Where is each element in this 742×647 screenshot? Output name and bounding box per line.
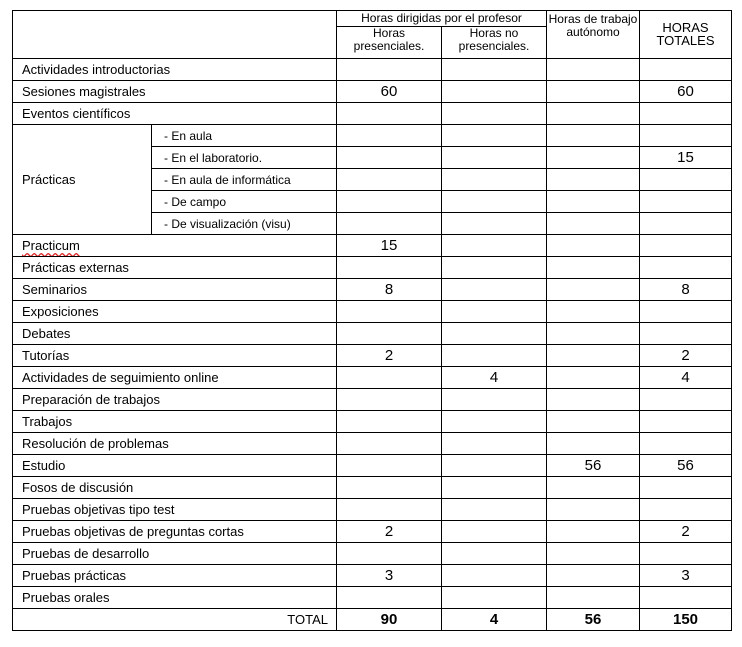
hours-nopres-cell — [442, 587, 547, 609]
hours-pres-cell — [337, 169, 442, 191]
header-presenciales: Horas presenciales. — [337, 27, 442, 59]
table-row — [13, 81, 732, 103]
header-totales: HORAS TOTALES — [640, 11, 732, 59]
hours-total-cell: 56 — [640, 455, 732, 477]
table-row — [13, 411, 732, 433]
table-row — [13, 389, 732, 411]
hours-auto-cell — [547, 323, 640, 345]
hours-pres-cell — [337, 477, 442, 499]
hours-auto-cell — [547, 301, 640, 323]
hours-pres-cell — [337, 499, 442, 521]
activity-label: Eventos científicos — [13, 103, 337, 125]
hours-auto-cell — [547, 103, 640, 125]
hours-nopres-cell — [442, 59, 547, 81]
hours-total-cell — [640, 257, 732, 279]
total-pres-cell: 90 — [337, 609, 442, 631]
practica-subtype-label: - En aula — [152, 125, 337, 147]
total-row — [13, 609, 732, 631]
activity-label: Sesiones magistrales — [13, 81, 337, 103]
table-row — [13, 499, 732, 521]
hours-auto-cell — [547, 587, 640, 609]
total-nopres-cell: 4 — [442, 609, 547, 631]
hours-auto-cell — [547, 279, 640, 301]
hours-total-cell: 8 — [640, 279, 732, 301]
hours-total-cell — [640, 499, 732, 521]
hours-nopres-cell — [442, 433, 547, 455]
hours-auto-cell — [547, 565, 640, 587]
hours-nopres-cell — [442, 125, 547, 147]
table-row — [13, 59, 732, 81]
total-total-cell: 150 — [640, 609, 732, 631]
activity-label: Pruebas objetivas tipo test — [13, 499, 337, 521]
hours-total-cell — [640, 213, 732, 235]
hours-nopres-cell — [442, 455, 547, 477]
hours-total-cell — [640, 235, 732, 257]
hours-auto-cell — [547, 81, 640, 103]
activity-label: Pruebas prácticas — [13, 565, 337, 587]
hours-pres-cell — [337, 323, 442, 345]
hours-total-cell — [640, 323, 732, 345]
activity-label: Exposiciones — [13, 301, 337, 323]
hours-auto-cell — [547, 389, 640, 411]
hours-auto-cell — [547, 411, 640, 433]
hours-total-cell: 3 — [640, 565, 732, 587]
hours-pres-cell — [337, 411, 442, 433]
hours-auto-cell — [547, 345, 640, 367]
hours-nopres-cell — [442, 257, 547, 279]
table-row — [13, 279, 732, 301]
hours-nopres-cell — [442, 103, 547, 125]
hours-pres-cell: 15 — [337, 235, 442, 257]
hours-total-cell — [640, 477, 732, 499]
activity-label: Estudio — [13, 455, 337, 477]
header-group: Horas dirigidas por el profesor — [337, 11, 547, 27]
hours-pres-cell: 8 — [337, 279, 442, 301]
activity-label: Preparación de trabajos — [13, 389, 337, 411]
hours-total-cell — [640, 59, 732, 81]
hours-total-cell: 15 — [640, 147, 732, 169]
hours-auto-cell — [547, 521, 640, 543]
table-row — [13, 235, 732, 257]
activity-label: Pruebas objetivas de preguntas cortas — [13, 521, 337, 543]
table-row — [13, 103, 732, 125]
practica-subtype-label: - En aula de informática — [152, 169, 337, 191]
header-autonomo: Horas de trabajo autónomo — [547, 11, 640, 59]
hours-pres-cell — [337, 125, 442, 147]
hours-nopres-cell — [442, 565, 547, 587]
hours-pres-cell: 2 — [337, 521, 442, 543]
hours-auto-cell — [547, 499, 640, 521]
table-row — [13, 433, 732, 455]
table-row — [13, 521, 732, 543]
hours-total-cell — [640, 433, 732, 455]
hours-pres-cell — [337, 455, 442, 477]
hours-auto-cell — [547, 213, 640, 235]
hours-auto-cell: 56 — [547, 455, 640, 477]
header-blank-cell — [13, 11, 337, 59]
hours-nopres-cell — [442, 301, 547, 323]
hours-pres-cell — [337, 257, 442, 279]
practica-subtype-label: - En el laboratorio. — [152, 147, 337, 169]
hours-total-cell — [640, 125, 732, 147]
hours-pres-cell — [337, 367, 442, 389]
hours-total-cell — [640, 169, 732, 191]
hours-pres-cell: 60 — [337, 81, 442, 103]
hours-nopres-cell — [442, 191, 547, 213]
hours-pres-cell — [337, 147, 442, 169]
hours-nopres-cell — [442, 169, 547, 191]
hours-nopres-cell — [442, 81, 547, 103]
table-row — [13, 301, 732, 323]
hours-pres-cell: 2 — [337, 345, 442, 367]
activity-label: Pruebas orales — [13, 587, 337, 609]
hours-pres-cell: 3 — [337, 565, 442, 587]
practicas-label: Prácticas — [13, 125, 152, 235]
hours-auto-cell — [547, 543, 640, 565]
activity-label: Resolución de problemas — [13, 433, 337, 455]
activity-label: Pruebas de desarrollo — [13, 543, 337, 565]
hours-nopres-cell — [442, 323, 547, 345]
hours-nopres-cell — [442, 477, 547, 499]
activity-label: Prácticas externas — [13, 257, 337, 279]
activity-label: Debates — [13, 323, 337, 345]
hours-total-cell — [640, 103, 732, 125]
activity-label: Seminarios — [13, 279, 337, 301]
hours-auto-cell — [547, 477, 640, 499]
hours-auto-cell — [547, 169, 640, 191]
hours-nopres-cell — [442, 521, 547, 543]
activity-label — [13, 235, 337, 257]
table-row — [13, 345, 732, 367]
hours-pres-cell — [337, 389, 442, 411]
hours-total-cell — [640, 389, 732, 411]
table-row — [13, 323, 732, 345]
hours-auto-cell — [547, 257, 640, 279]
hours-pres-cell — [337, 587, 442, 609]
hours-nopres-cell — [442, 389, 547, 411]
table-row — [13, 477, 732, 499]
hours-pres-cell — [337, 191, 442, 213]
hours-nopres-cell — [442, 345, 547, 367]
hours-auto-cell — [547, 367, 640, 389]
hours-nopres-cell — [442, 411, 547, 433]
total-label: TOTAL — [13, 609, 337, 631]
hours-nopres-cell — [442, 279, 547, 301]
hours-total-cell: 2 — [640, 345, 732, 367]
table-row — [13, 587, 732, 609]
header-no-presenciales: Horas no presenciales. — [442, 27, 547, 59]
hours-nopres-cell: 4 — [442, 367, 547, 389]
hours-auto-cell — [547, 191, 640, 213]
hours-total-cell: 2 — [640, 521, 732, 543]
hours-pres-cell — [337, 59, 442, 81]
table-row — [13, 257, 732, 279]
activity-label: Actividades de seguimiento online — [13, 367, 337, 389]
hours-total-cell — [640, 191, 732, 213]
hours-nopres-cell — [442, 213, 547, 235]
hours-auto-cell — [547, 235, 640, 257]
hours-total-cell: 60 — [640, 81, 732, 103]
hours-total-cell: 4 — [640, 367, 732, 389]
activity-label: Tutorías — [13, 345, 337, 367]
header-row-1 — [13, 11, 732, 27]
hours-pres-cell — [337, 543, 442, 565]
hours-auto-cell — [547, 125, 640, 147]
hours-nopres-cell — [442, 235, 547, 257]
hours-auto-cell — [547, 147, 640, 169]
hours-nopres-cell — [442, 147, 547, 169]
practica-subtype-label: - De visualización (visu) — [152, 213, 337, 235]
hours-nopres-cell — [442, 543, 547, 565]
activity-label: Actividades introductorias — [13, 59, 337, 81]
hours-total-cell — [640, 411, 732, 433]
hours-pres-cell — [337, 301, 442, 323]
hours-pres-cell — [337, 103, 442, 125]
practica-subtype-label: - De campo — [152, 191, 337, 213]
hours-auto-cell — [547, 433, 640, 455]
hours-total-cell — [640, 587, 732, 609]
practicum-text: Practicum — [22, 238, 80, 253]
table-row — [13, 565, 732, 587]
table-row — [13, 455, 732, 477]
hours-table — [12, 10, 732, 631]
table-row — [13, 125, 732, 147]
table-row — [13, 543, 732, 565]
hours-total-cell — [640, 301, 732, 323]
activity-label: Trabajos — [13, 411, 337, 433]
hours-pres-cell — [337, 433, 442, 455]
hours-total-cell — [640, 543, 732, 565]
hours-auto-cell — [547, 59, 640, 81]
table-row — [13, 367, 732, 389]
activity-label: Fosos de discusión — [13, 477, 337, 499]
total-auto-cell: 56 — [547, 609, 640, 631]
hours-nopres-cell — [442, 499, 547, 521]
hours-pres-cell — [337, 213, 442, 235]
